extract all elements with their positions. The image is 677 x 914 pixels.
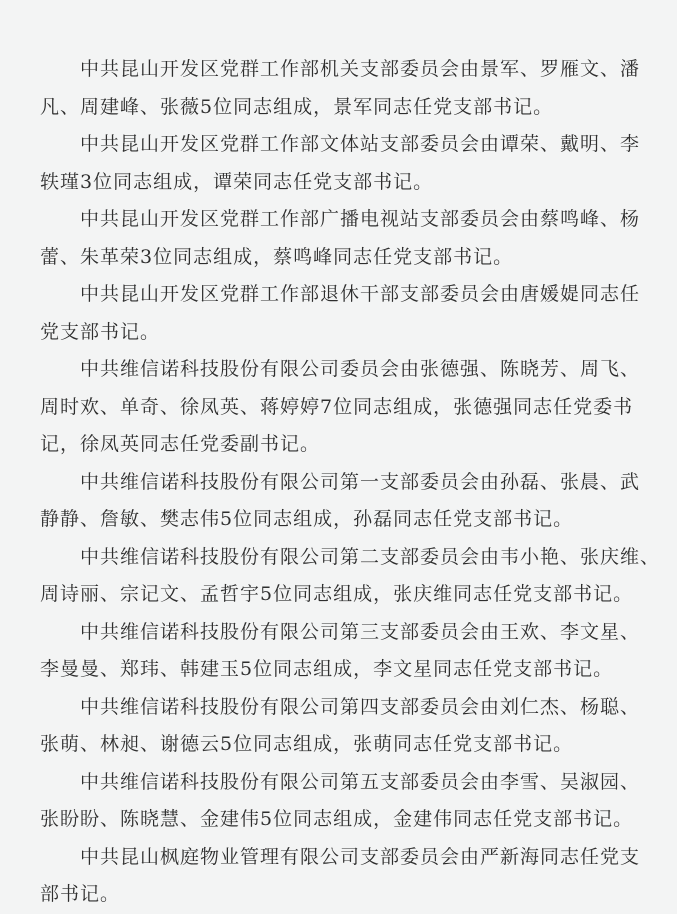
text-line: 中共维信诺科技股份有限公司第二支部委员会由韦小艳、张庆维、 [80, 545, 661, 568]
text-line: 中共昆山开发区党群工作部广播电视站支部委员会由蔡鸣峰、杨 [80, 208, 641, 230]
document-page [0, 51, 677, 914]
text-line: 蕾、朱革荣3位同志组成，蔡鸣峰同志任党支部书记。 [40, 245, 514, 268]
text-line: 周诗丽、宗记文、孟哲宇5位同志组成，张庆维同志任党支部书记。 [40, 583, 634, 605]
text-line: 中共维信诺科技股份有限公司委员会由张德强、陈晓芳、周飞、 [80, 358, 641, 380]
text-line: 中共维信诺科技股份有限公司第五支部委员会由李雪、吴淑园、 [80, 770, 641, 793]
paragraph [0, 201, 677, 276]
text-line: 中共维信诺科技股份有限公司第四支部委员会由刘仁杰、杨聪、 [80, 695, 641, 718]
text-line: 静静、詹敏、樊志伟5位同志组成，孙磊同志任党支部书记。 [40, 508, 574, 530]
text-line: 中共昆山枫庭物业管理有限公司支部委员会由严新海同志任党支 [80, 845, 641, 868]
paragraph [0, 126, 677, 201]
paragraph [0, 614, 677, 689]
text-line: 党支部书记。 [40, 320, 161, 343]
text-line: 部书记。 [40, 883, 121, 905]
paragraph [0, 539, 677, 614]
paragraph [0, 764, 677, 839]
text-line: 轶瑾3位同志组成，谭荣同志任党支部书记。 [40, 170, 434, 193]
text-line: 中共昆山开发区党群工作部文体站支部委员会由谭荣、戴明、李 [80, 133, 641, 155]
text-line: 李曼曼、郑玮、韩建玉5位同志组成，李文星同志任党支部书记。 [40, 658, 614, 680]
paragraph [0, 689, 677, 764]
text-line: 张萌、林昶、谢德云5位同志组成，张萌同志任党支部书记。 [40, 733, 574, 755]
text-line: 凡、周建峰、张薇5位同志组成，景军同志任党支部书记。 [40, 95, 554, 118]
text-line: 中共维信诺科技股份有限公司第一支部委员会由孙磊、张晨、武 [80, 470, 641, 493]
paragraph [0, 276, 677, 351]
text-line: 记，徐凤英同志任党委副书记。 [40, 433, 321, 455]
paragraph [0, 51, 677, 126]
paragraph [0, 464, 677, 539]
text-line: 中共昆山开发区党群工作部机关支部委员会由景军、罗雁文、潘 [80, 58, 641, 80]
text-line: 中共维信诺科技股份有限公司第三支部委员会由王欢、李文星、 [80, 620, 641, 643]
text-line: 中共昆山开发区党群工作部退休干部支部委员会由唐媛媞同志任 [80, 283, 641, 305]
text-line: 周时欢、单奇、徐凤英、蒋婷婷7位同志组成，张德强同志任党委书 [40, 395, 634, 418]
paragraph [0, 839, 677, 914]
text-line: 张盼盼、陈晓慧、金建伟5位同志组成，金建伟同志任党支部书记。 [40, 808, 634, 830]
paragraph [0, 351, 677, 464]
